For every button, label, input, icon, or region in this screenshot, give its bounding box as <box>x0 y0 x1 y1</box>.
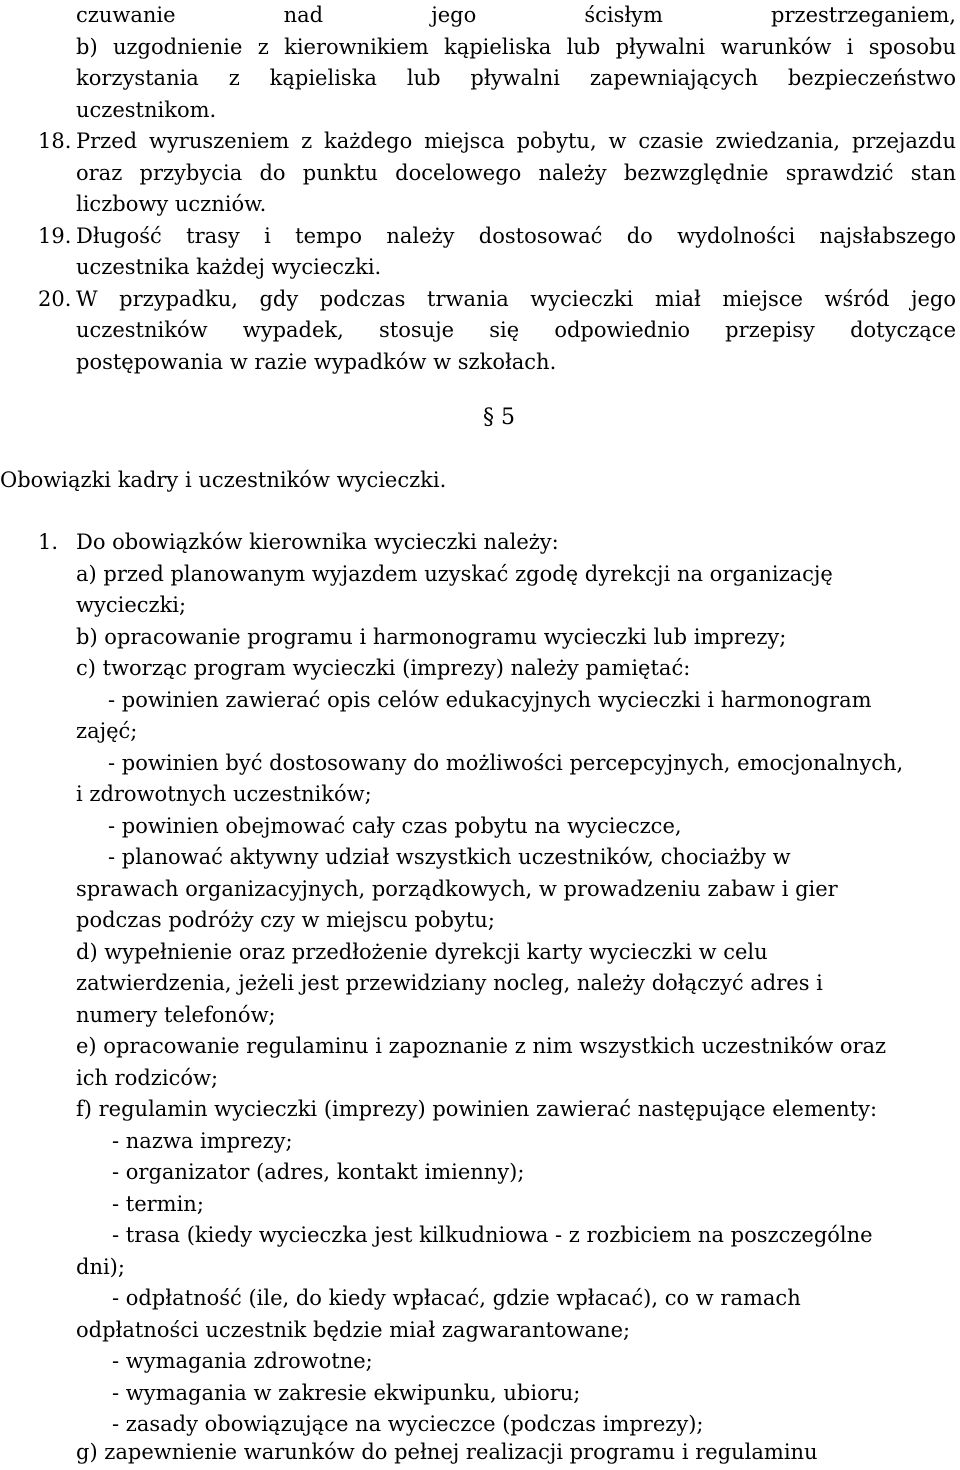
text-line: d) wypełnienie oraz przedłożenie dyrekcji karty wycieczki w celu <box>76 939 768 964</box>
list-number: 1. <box>38 530 59 554</box>
text-line: f) regulamin wycieczki (imprezy) powinien zawierać następujące elementy: <box>76 1097 878 1121</box>
text-line: a) przed planowanym wyjazdem uzyskać zgodę dyrekcji na organizację <box>76 561 833 586</box>
text-line: - powinien zawierać opis celów edukacyjnych wycieczki i harmonogram <box>108 687 872 712</box>
text-line: - wymagania w zakresie ekwipunku, ubioru; <box>112 1380 581 1405</box>
text-line: podczas podróży czy w miejscu pobytu; <box>76 908 495 932</box>
text-line: g) zapewnienie warunków do pełnej realizacji programu i regulaminu <box>76 1440 818 1464</box>
text-line: - powinien obejmować cały czas pobytu na wycieczce, <box>108 813 682 838</box>
text-line: liczbowy uczniów. <box>76 192 267 216</box>
text-line: zatwierdzenia, jeżeli jest przewidziany nocleg, należy dołączyć adres i <box>76 971 823 995</box>
text-line: dni); <box>76 1254 125 1279</box>
text-line: zajęć; <box>76 719 138 743</box>
list-number: 20. <box>38 286 72 311</box>
text-line: i zdrowotnych uczestników; <box>76 782 372 806</box>
text-line: b) opracowanie programu i harmonogramu wycieczki lub imprezy; <box>76 624 787 649</box>
text-line: Długość trasy i tempo należy dostosować do wydolności najsłabszego <box>76 223 956 248</box>
text-line: - planować aktywny udział wszystkich uczestników, chociażby w <box>108 845 791 869</box>
text-line: uczestnika każdej wycieczki. <box>76 255 382 279</box>
text-line: ich rodziców; <box>76 1065 219 1090</box>
text-line: - organizator (adres, kontakt imienny); <box>112 1160 525 1184</box>
text-line: oraz przybycia do punktu docelowego należy bezwzględnie sprawdzić stan <box>76 160 956 185</box>
text-line: - termin; <box>112 1191 204 1216</box>
text-line: sprawach organizacyjnych, porządkowych, w prowadzeniu zabaw i gier <box>76 876 838 901</box>
text-line: czuwanie nad jego ścisłym przestrzeganiem, <box>76 3 956 27</box>
text-line: korzystania z kąpieliska lub pływalni zapewniających bezpieczeństwo <box>76 66 956 90</box>
text-line: numery telefonów; <box>76 1002 276 1027</box>
text-line: - odpłatność (ile, do kiedy wpłacać, gdzie wpłacać), co w ramach <box>112 1286 801 1310</box>
text-line: uczestników wypadek, stosuje się odpowiednio przepisy dotyczące <box>76 318 956 342</box>
text-line: uczestnikom. <box>76 97 217 122</box>
list-number: 19. <box>38 223 72 248</box>
text-line: b) uzgodnienie z kierownikiem kąpieliska lub pływalni warunków i sposobu <box>76 34 956 59</box>
text-line: - nazwa imprezy; <box>112 1128 293 1153</box>
text-line: - trasa (kiedy wycieczka jest kilkudniowa - z rozbiciem na poszczególne <box>112 1223 873 1247</box>
text-line: postępowania w razie wypadków w szkołach. <box>76 349 557 374</box>
paragraph-symbol: § 5 <box>483 405 515 430</box>
text-line: - powinien być dostosowany do możliwości percepcyjnych, emocjonalnych, <box>108 750 904 775</box>
text-line: c) tworząc program wycieczki (imprezy) należy pamiętać: <box>76 656 691 680</box>
text-line: Do obowiązków kierownika wycieczki należy: <box>76 530 559 554</box>
list-number: 18. <box>38 129 72 153</box>
text-line: odpłatności uczestnik będzie miał zagwarantowane; <box>76 1317 631 1342</box>
text-line: wycieczki; <box>76 593 187 617</box>
text-line: Przed wyruszeniem z każdego miejsca pobytu, w czasie zwiedzania, przejazdu <box>76 129 956 153</box>
section-heading: Obowiązki kadry i uczestników wycieczki. <box>0 468 447 492</box>
text-line: W przypadku, gdy podczas trwania wycieczki miał miejsce wśród jego <box>76 286 956 311</box>
text-line: e) opracowanie regulaminu i zapoznanie z nim wszystkich uczestników oraz <box>76 1034 887 1058</box>
text-line: - zasady obowiązujące na wycieczce (podczas imprezy); <box>112 1412 704 1436</box>
text-line: - wymagania zdrowotne; <box>112 1349 373 1373</box>
